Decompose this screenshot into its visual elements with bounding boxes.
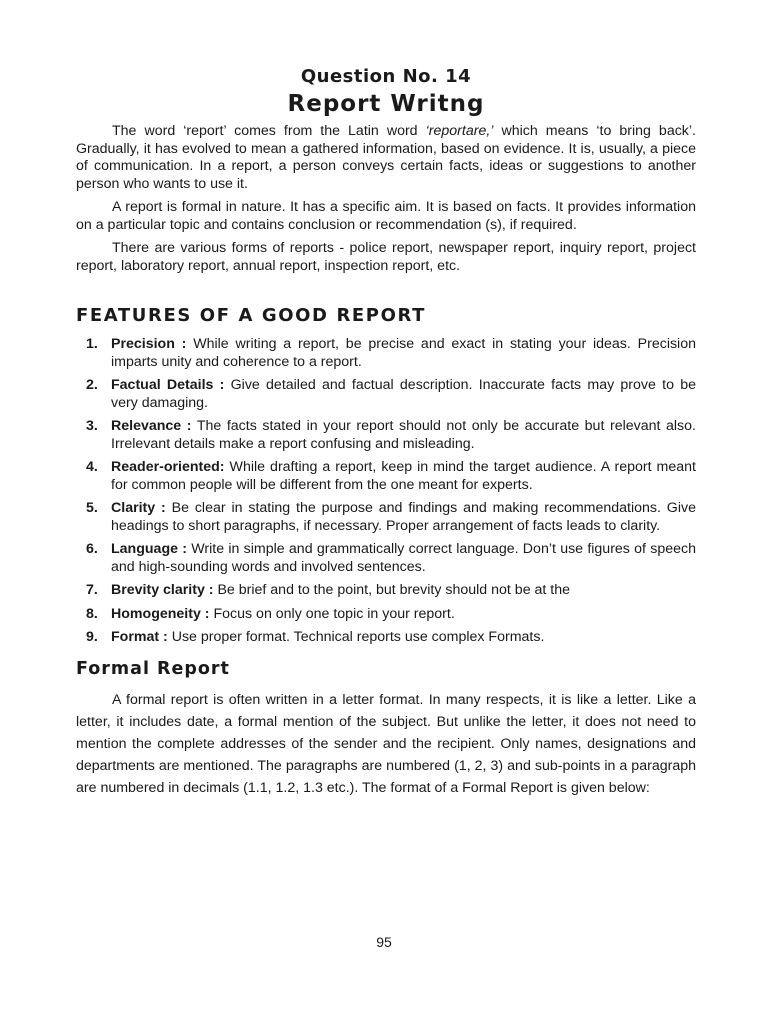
features-heading: FEATURES OF A GOOD REPORT [76,305,427,326]
list-item [76,606,696,624]
item-number: 3. [86,418,98,434]
list-item [76,336,696,371]
item-term: Factual Details : [111,377,225,393]
item-number: 8. [86,605,98,622]
item-number: 7. [86,582,98,598]
item-text: Give detailed and factual description. Inaccurate facts may prove to be very damaging. [111,377,696,411]
item-text: Focus on only one topic in your report. [209,605,455,622]
page-title: Report Writng [287,91,485,117]
intro-paragraph-2: A report is formal in nature. It has a specific aim. It is based on facts. It provides information on a particular topic and contains conclusion or recommendation (s), if required. [76,199,696,233]
item-text: Use proper format. Technical reports use complex Formats. [167,629,545,645]
list-item [76,500,696,535]
question-label: Question No. 14 [300,66,472,87]
intro-paragraph-3: There are various forms of reports - police report, newspaper report, inquiry report, project report, laboratory report, annual report, inspection report, etc. [76,240,696,274]
page-content [76,66,696,799]
item-text: Be clear in stating the purpose and findings and making recommendations. Give headings to short paragraphs, if necessary. Proper arrangement of facts leads to clarity. [111,500,696,534]
item-term: Reader-oriented: [111,459,225,475]
item-term: Clarity : [111,500,166,516]
list-item [76,629,696,647]
item-term: Homogeneity : [111,605,210,622]
latin-word: ‘reportare,’ [425,123,494,139]
list-item [76,582,696,600]
list-item [76,418,696,453]
formal-report-paragraph: A formal report is often written in a letter format. In many respects, it is like a letter. Like a letter, it includes date, a formal mention of the subject. But unlike the letter, it does not need to mention the complete addresses of the sender and the recipient. Only names, designations and departments are mentioned. The paragraphs are numbered (1, 2, 3) and sub-points in a paragraph are numbered in decimals (1.1, 1.2, 1.3 etc.). The format of a Formal Report is given below: [76,691,696,796]
item-number: 2. [86,377,98,393]
item-term: Precision : [111,336,187,352]
intro-text: which means ‘to bring back’. Gradually, it has evolved to mean a gathered information, based on evidence. It is, usually, a piece of communication. In a report, a person conveys certain facts, ideas or suggestions to another person who wants to use it. [76,123,696,192]
intro-text: The word ‘report’ comes from the Latin word [112,123,426,139]
list-item [76,459,696,494]
item-text: While writing a report, be precise and exact in stating your ideas. Precision imparts unity and coherence to a report. [111,336,696,370]
item-number: 6. [86,541,98,557]
features-list [76,336,696,647]
item-text: While drafting a report, keep in mind the target audience. A report meant for common people will be different from the one meant for experts. [111,459,696,493]
item-term: Relevance : [111,418,192,434]
item-text: The facts stated in your report should not only be accurate but relevant also. Irrelevant details make a report confusing and misleading. [111,418,696,452]
item-text: Be brief and to the point, but brevity should not be at the [213,582,571,598]
item-number: 5. [86,500,98,516]
item-number: 9. [86,629,98,645]
formal-report-heading: Formal Report [76,658,230,679]
item-number: 1. [86,336,98,352]
intro-paragraph-1 [76,123,696,193]
item-term: Format : [111,629,168,645]
item-number: 4. [86,459,98,475]
page-number: 95 [376,934,392,950]
item-text: Write in simple and grammatically correct language. Don’t use figures of speech and high-sounding words and involved sentences. [111,541,697,575]
item-term: Language : [111,541,187,557]
item-term: Brevity clarity : [111,582,214,598]
list-item [76,541,696,576]
list-item [76,377,696,412]
